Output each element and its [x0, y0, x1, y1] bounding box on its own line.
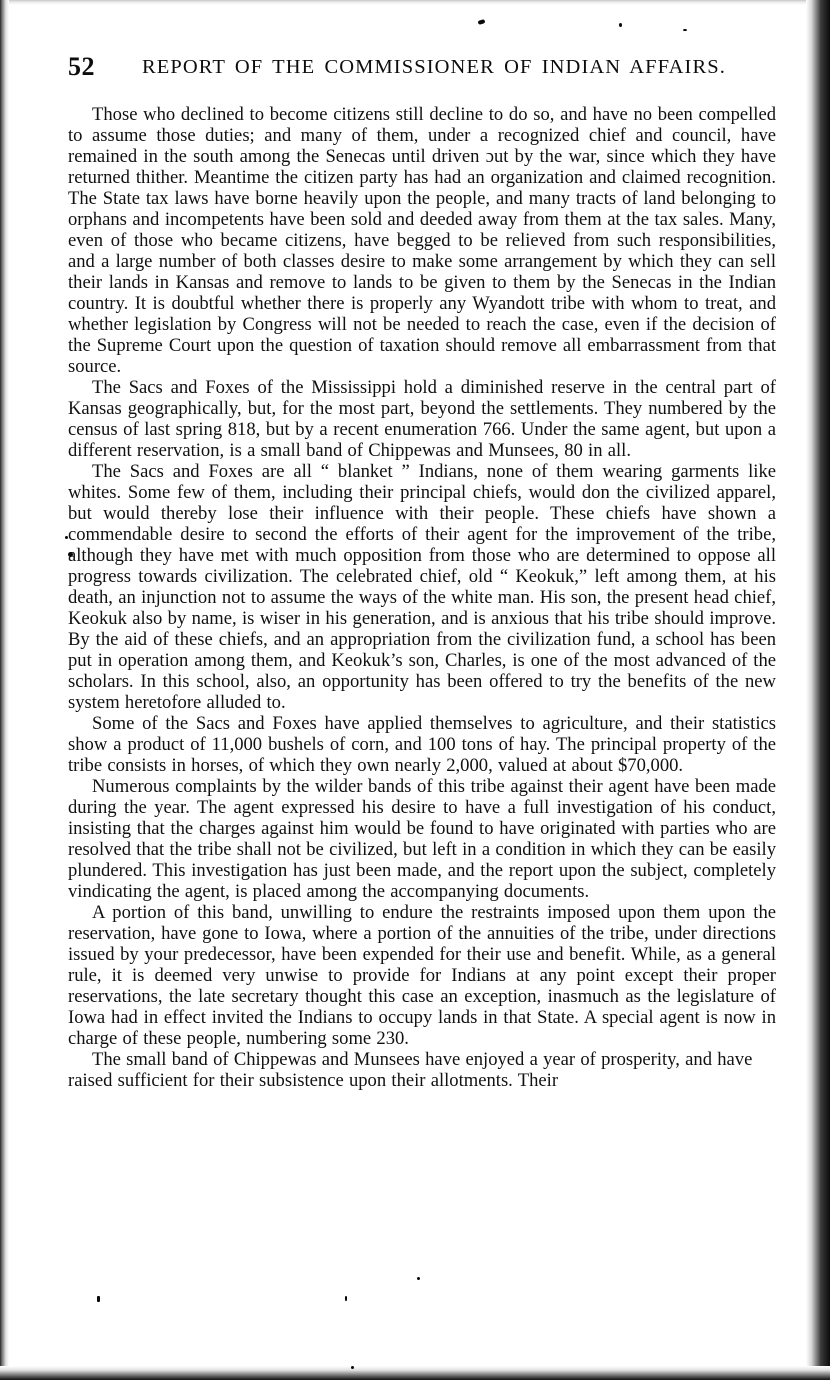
scan-speck — [619, 23, 622, 27]
scan-edge-top — [0, 0, 830, 5]
paragraph: Some of the Sacs and Foxes have applied themselves to agriculture, and their statistics show a product of 11,000 bushels of corn, and 100 tons of hay. The principal property of the tribe consists in horses, of which they own nearly 2,000, valued at about $70,000. — [68, 713, 776, 776]
scan-edge-left — [0, 0, 9, 1380]
paragraph: The Sacs and Foxes of the Mississippi hold a diminished reserve in the central part of Kansas geographically, but, for the most part, beyond the settlements. They numbered by the census of last spring 818, but by a recent enumeration 766. Under the same agent, but upon a different reservation, is a small band of Chippewas and Munsees, 80 in all. — [68, 377, 776, 461]
scan-speck — [345, 1296, 347, 1301]
scan-speck — [97, 1296, 100, 1302]
running-head-title: REPORT OF THE COMMISSIONER OF INDIAN AFFAIRS. — [142, 56, 726, 78]
paragraph: The small band of Chippewas and Munsees have enjoyed a year of prosperity, and have raised sufficient for their subsistence upon their allotments. Their — [68, 1049, 753, 1091]
paragraph: A portion of this band, unwilling to endure the restraints imposed upon them upon the reservation, have gone to Iowa, where a portion of the annuities of the tribe, under directions issued by your predecessor, have been expended for their use and benefit. While, as a general rule, it is deemed very unwise to provide for Indians at any point except their proper reservations, the late secretary thought this case an exception, inasmuch as the legislature of Iowa had in effect invited the Indians to occupy lands in that State. A special agent is now in charge of these people, numbering some 230. — [68, 902, 776, 1049]
page-header — [68, 52, 780, 86]
scan-edge-right — [806, 0, 830, 1380]
scan-speck — [417, 1277, 420, 1280]
body-text-column — [68, 104, 776, 1091]
page-number: 52 — [68, 52, 95, 81]
paragraph: The Sacs and Foxes are all “ blanket ” Indians, none of them wearing garments like whites. Some few of them, including their principal chiefs, would don the civilized apparel, but would thereby lose their influence with their people. These chiefs have shown a commendable desire to second the efforts of their agent for the improvement of the tribe, although they have met with much opposition from those who are determined to oppose all progress towards civilization. The celebrated chief, old “ Keokuk,” left among them, at his death, an injunction not to assume the ways of the white man. His son, the present head chief, Keokuk also by name, is wiser in his generation, and is anxious that his tribe should improve. By the aid of these chiefs, and an appropriation from the civilization fund, a school has been put in operation among them, and Keokuk’s son, Charles, is one of the most advanced of the scholars. In this school, also, an opportunity has been offered to try the benefits of the new system heretofore alluded to. — [68, 461, 776, 713]
scan-speck — [478, 19, 486, 25]
paragraph: Numerous complaints by the wilder bands of this tribe against their agent have been made during the year. The agent expressed his desire to have a full investigation of his conduct, insisting that the charges against him would be found to have originated with parties who are resolved that the tribe shall not be civilized, but left in a condition in which they can be easily plundered. This investigation has just been made, and the report upon the subject, completely vindicating the agent, is placed among the accompanying documents. — [68, 776, 776, 902]
scan-edge-bottom — [0, 1366, 830, 1380]
paragraph: Those who declined to become citizens still decline to do so, and have no been compelled to assume those duties; and many of them, under a recognized chief and council, have remained in the south among the Senecas until driven ɔut by the war, since which they have returned thither. Meantime the citizen party has had an organization and claimed recognition. The State tax laws have borne heavily upon the people, and many tracts of land belonging to orphans and incompetents have been sold and deeded away from them at the tax sales. Many, even of those who became citizens, have begged to be relieved from such responsibilities, and a large number of both classes desire to make some arrangement by which they can sell their lands in Kansas and remove to lands to be given to them by the Senecas in the Indian country. It is doubtful whether there is properly any Wyandott tribe with whom to treat, and whether legislation by Congress will not be needed to reach the case, even if the decision of the Supreme Court upon the question of taxation should remove all embarrassment from that source. — [68, 104, 776, 377]
scan-speck — [351, 1366, 354, 1369]
scan-speck — [683, 29, 687, 31]
